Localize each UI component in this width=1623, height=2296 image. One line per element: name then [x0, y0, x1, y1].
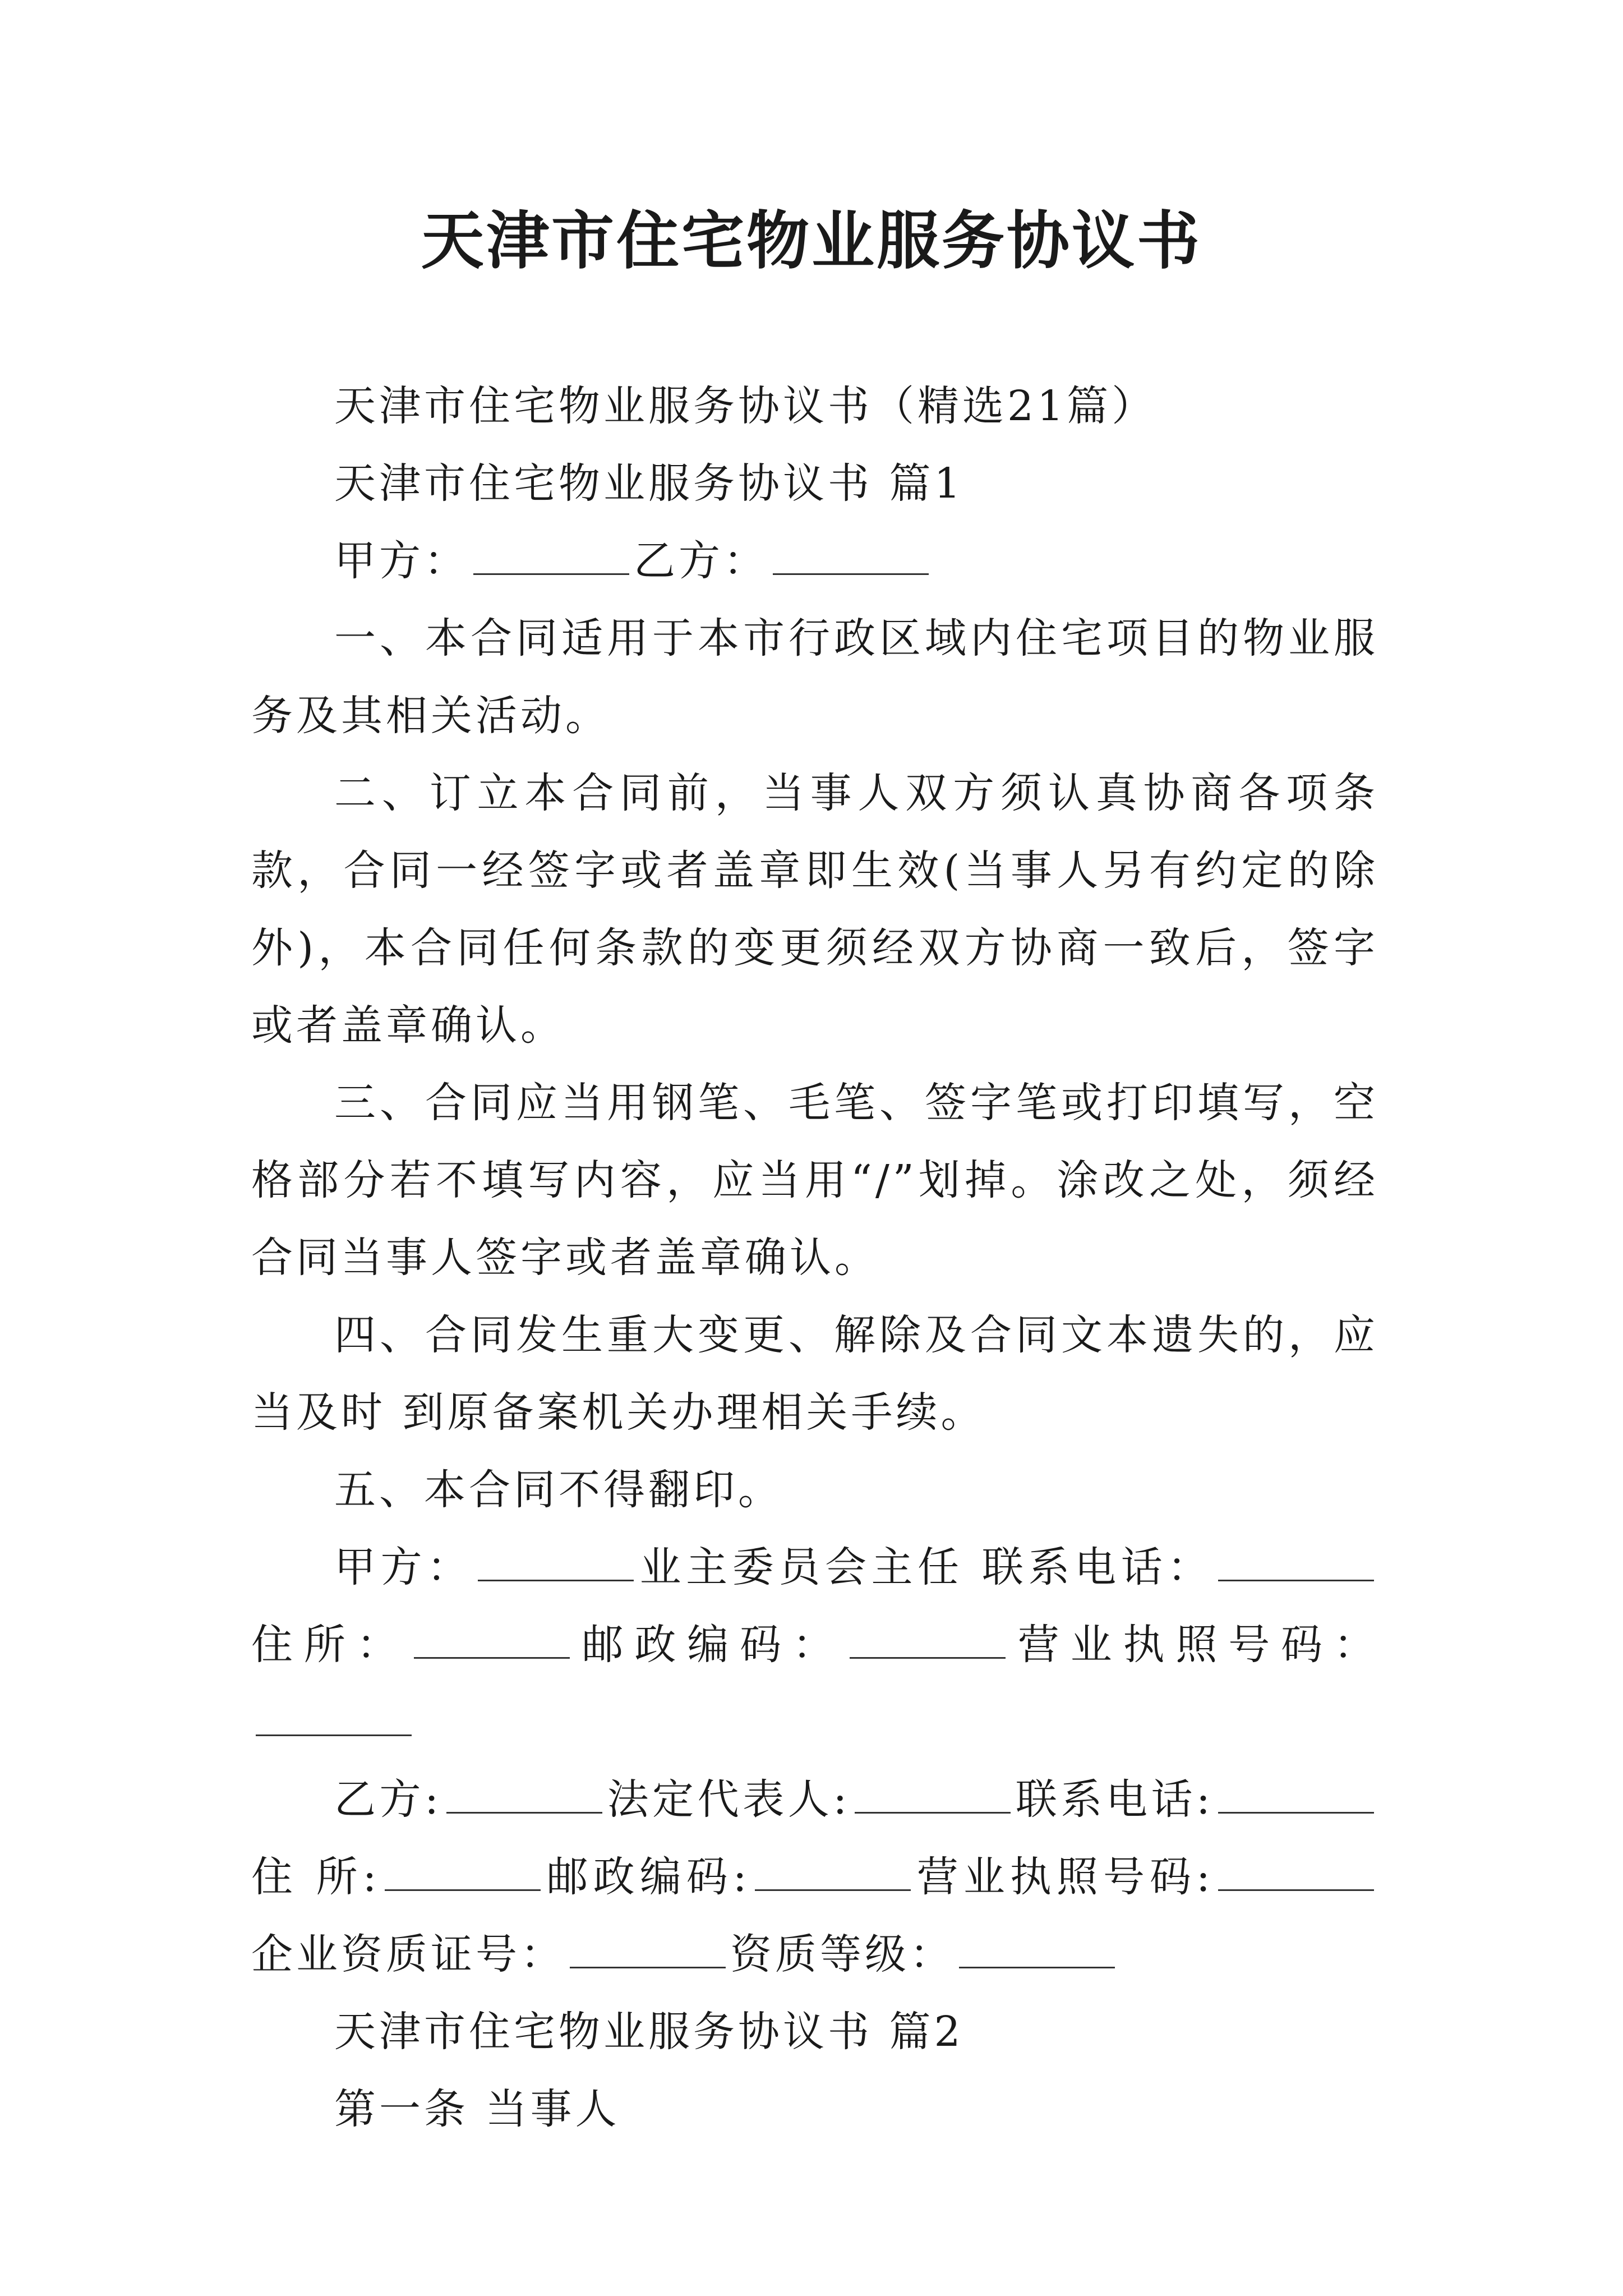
party-b-phone-label: 联系电话:: [1015, 1775, 1214, 1824]
party-a-license-blank: [256, 1734, 412, 1736]
paragraph-party-b-info: [251, 1761, 1378, 1993]
party-b-license-blank: [1218, 1889, 1374, 1891]
party-b-info-label: 乙方:: [334, 1775, 442, 1824]
party-b-postcode-label: 邮政编码:: [545, 1853, 750, 1901]
party-a-phone-blank: [1218, 1579, 1374, 1581]
party-a-info-label: 甲方：: [334, 1543, 473, 1591]
party-a-label: 甲方：: [334, 537, 469, 585]
party-b-license-label: 营业执照号码:: [915, 1853, 1214, 1901]
paragraph-clause-2: 二、订立本合同前，当事人双方须认真协商各项条款，合同一经签字或者盖章即生效(当事人另有约定的除外)，本合同任何条款的变更须经双方协商一致后，签字或者盖章确认。: [251, 769, 1378, 1050]
party-a-postcode-label: 邮政编码：: [574, 1621, 845, 1669]
party-a-address-blank: [414, 1657, 570, 1659]
party-b-label: 乙方：: [634, 537, 768, 585]
party-b-qualification-cert-label: 企业资质证号：: [251, 1930, 565, 1978]
paragraph-clause-1: 一、本合同适用于本市行政区域内住宅项目的物业服务及其相关活动。: [251, 614, 1378, 740]
party-a-director-phone-label: 业主委员会主任 联系电话：: [638, 1543, 1214, 1591]
party-b-legal-rep-label: 法定代表人:: [607, 1775, 851, 1824]
party-b-name-blank: [446, 1811, 602, 1814]
party-b-qualification-cert-blank: [570, 1966, 726, 1968]
paragraph-section-heading-1: 天津市住宅物业服务协议书 篇1: [334, 459, 964, 508]
party-b-qualification-level-blank: [959, 1966, 1115, 1968]
paragraph-parties: [251, 522, 1378, 600]
party-b-blank: [773, 573, 929, 575]
party-b-address-label: 住 所:: [251, 1853, 380, 1901]
paragraph-subtitle: 天津市住宅物业服务协议书（精选21篇）: [334, 382, 1157, 430]
party-a-postcode-blank: [850, 1657, 1006, 1659]
party-a-blank: [473, 573, 629, 575]
paragraph-clause-5: 五、本合同不得翻印。: [334, 1466, 783, 1514]
paragraph-article-1: 第一条 当事人: [334, 2085, 620, 2133]
party-a-name-blank: [478, 1579, 634, 1581]
party-b-legal-rep-blank: [855, 1811, 1011, 1814]
document-body: [251, 367, 1378, 2148]
paragraph-clause-3: 三、合同应当用钢笔、毛笔、签字笔或打印填写，空格部分若不填写内容，应当用“/”划掉。涂改之处，须经合同当事人签字或者盖章确认。: [251, 1079, 1378, 1282]
party-a-address-label: 住所：: [251, 1621, 409, 1669]
party-a-license-label: 营业执照号码：: [1009, 1621, 1378, 1669]
party-b-postcode-blank: [755, 1889, 911, 1891]
paragraph-section-heading-2: 天津市住宅物业服务协议书 篇2: [334, 2008, 964, 2056]
paragraph-party-a-info: [251, 1529, 1378, 1761]
party-b-phone-blank: [1218, 1811, 1374, 1814]
party-b-address-blank: [385, 1889, 541, 1891]
paragraph-clause-4: 四、合同发生重大变更、解除及合同文本遗失的，应当及时 到原备案机关办理相关手续。: [251, 1311, 1378, 1437]
document-title: 天津市住宅物业服务协议书: [421, 204, 1202, 278]
party-b-qualification-level-label: 资质等级：: [730, 1930, 955, 1978]
